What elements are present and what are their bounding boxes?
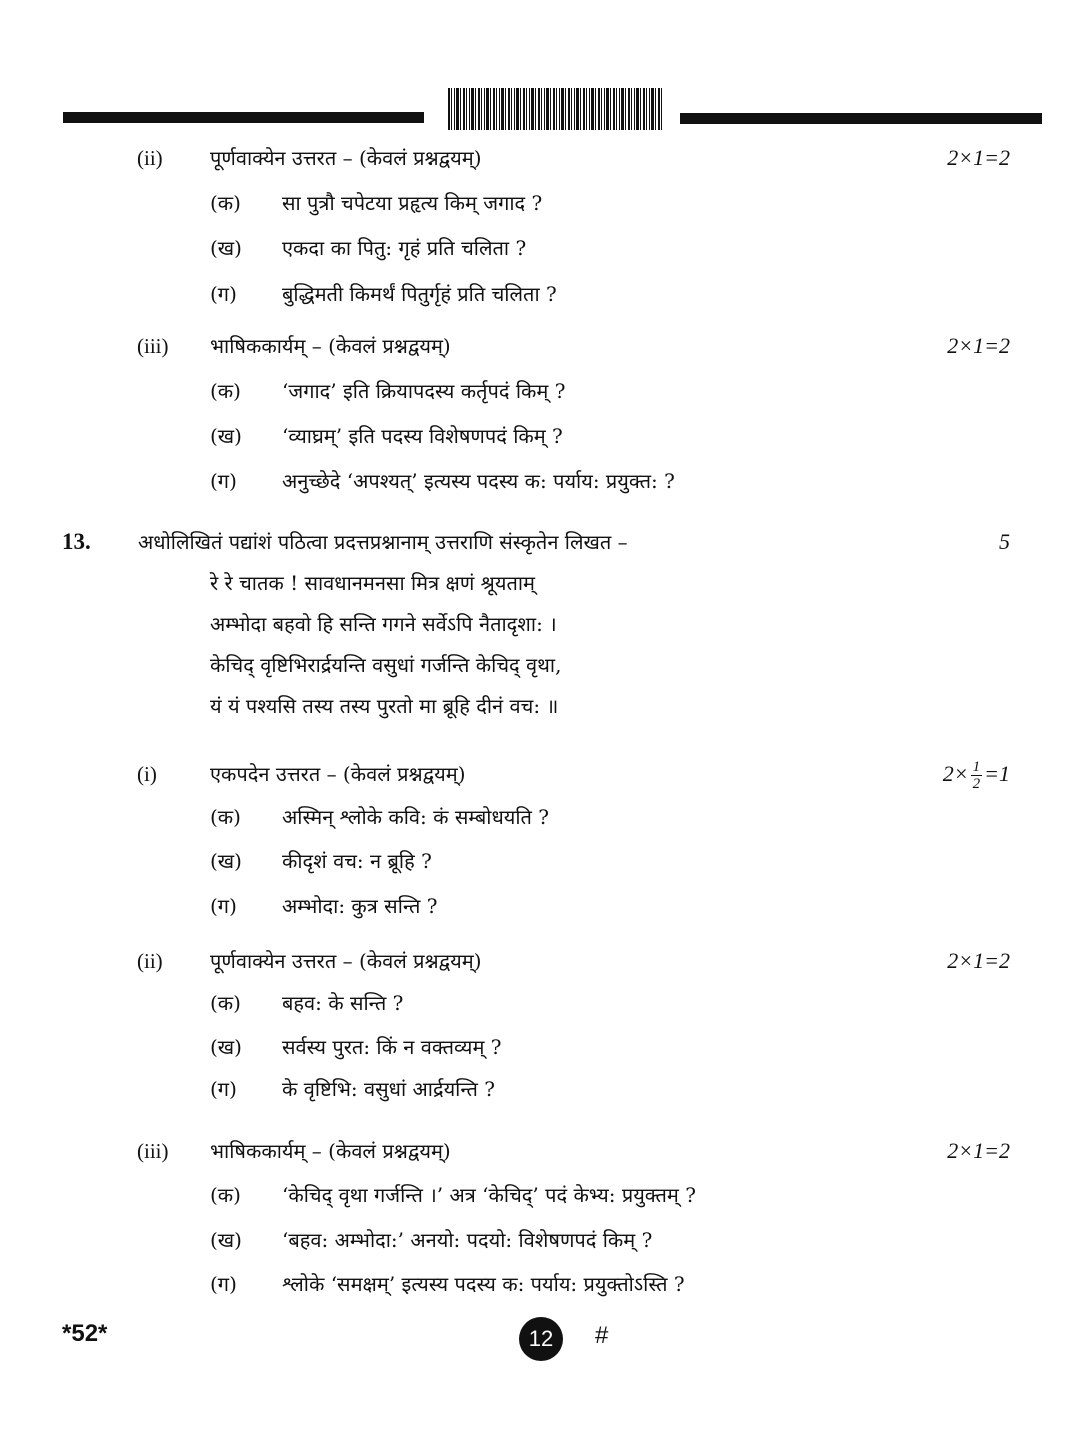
verse-text: यं यं पश्यसि तस्य तस्य पुरतो मा ब्रूहि दीनं वच: ॥ xyxy=(210,694,559,718)
option-text: ‘जगाद’ इति क्रियापदस्य कर्तृपदं किम् ? xyxy=(282,379,566,403)
part-instruction: भाषिककार्यम् – (केवलं प्रश्नद्वयम्) xyxy=(210,1139,451,1163)
option-label: (ग) xyxy=(210,1077,237,1101)
verse-text: केचिद् वृष्टिभिरार्द्रयन्ति वसुधां गर्जन्ति केचिद् वृथा, xyxy=(210,653,562,677)
option-label: (ख) xyxy=(210,1035,242,1059)
question-option xyxy=(0,841,1080,881)
option-text: सा पुत्रौ चपेटया प्रहृत्य किम् जगाद ? xyxy=(282,191,543,215)
footer-mark: # xyxy=(595,1322,609,1349)
part-label: (iii) xyxy=(137,1139,169,1163)
marks-label: 2×1=2 xyxy=(947,145,1010,170)
q13-part-iii-heading xyxy=(0,1131,1080,1171)
option-label: (क) xyxy=(210,191,241,215)
part-label: (ii) xyxy=(137,146,163,170)
question-option xyxy=(0,1069,1080,1109)
marks-suffix: =1 xyxy=(984,761,1010,786)
part-instruction: पूर्णवाक्येन उत्तरत – (केवलं प्रश्नद्वयम्) xyxy=(210,949,482,973)
question-instruction: अधोलिखितं पद्यांशं पठित्वा प्रदत्तप्रश्नानाम् उत्तराणि संस्कृतेन लिखत – xyxy=(138,530,628,554)
marks-label: 5 xyxy=(999,529,1010,554)
option-text: श्लोके ‘समक्षम्’ इत्यस्य पदस्य क: पर्याय: प्रयुक्तोऽस्ति ? xyxy=(282,1272,685,1296)
paper-code: *52* xyxy=(62,1320,108,1347)
verse-text: रे रे चातक ! सावधानमनसा मित्र क्षणं श्रूयताम् xyxy=(210,571,535,595)
option-label: (ग) xyxy=(210,469,237,493)
option-label: (ख) xyxy=(210,849,242,873)
question-option xyxy=(0,797,1080,837)
question-number: 13. xyxy=(62,529,91,554)
q12-part-iii-heading xyxy=(0,326,1080,366)
marks-label xyxy=(943,754,1010,794)
part-instruction: पूर्णवाक्येन उत्तरत – (केवलं प्रश्नद्वयम्) xyxy=(210,146,482,170)
part-label: (i) xyxy=(137,762,157,786)
q13-heading xyxy=(0,522,1080,562)
q13-part-i-heading xyxy=(0,754,1080,794)
fraction-numerator: 1 xyxy=(972,759,981,776)
option-label: (क) xyxy=(210,805,241,829)
option-text: अम्भोदा: कुत्र सन्ति ? xyxy=(282,894,438,918)
marks-prefix: 2× xyxy=(942,761,969,786)
question-option xyxy=(0,983,1080,1023)
option-label: (ग) xyxy=(210,894,237,918)
option-text: अनुच्छेदे ‘अपश्यत्’ इत्यस्य पदस्य क: पर्याय: प्रयुक्त: ? xyxy=(282,469,675,493)
option-text: बहव: के सन्ति ? xyxy=(282,991,404,1015)
marks-label: 2×1=2 xyxy=(947,948,1010,973)
part-instruction: भाषिककार्यम् – (केवलं प्रश्नद्वयम्) xyxy=(210,334,451,358)
question-option xyxy=(0,416,1080,456)
question-option xyxy=(0,1027,1080,1067)
part-instruction: एकपदेन उत्तरत – (केवलं प्रश्नद्वयम्) xyxy=(210,762,466,786)
header-rule-left xyxy=(63,112,424,123)
marks-label: 2×1=2 xyxy=(947,1138,1010,1163)
part-label: (ii) xyxy=(137,949,163,973)
option-text: के वृष्टिभि: वसुधां आर्द्रयन्ति ? xyxy=(282,1077,495,1101)
question-option xyxy=(0,371,1080,411)
option-text: एकदा का पितु: गृहं प्रति चलिता ? xyxy=(282,236,527,260)
page-number-badge: 12 xyxy=(519,1317,563,1361)
question-option xyxy=(0,461,1080,501)
part-label: (iii) xyxy=(137,334,169,358)
question-option xyxy=(0,228,1080,268)
option-text: अस्मिन् श्लोके कवि: कं सम्बोधयति ? xyxy=(282,805,550,829)
verse-text: अम्भोदा बहवो हि सन्ति गगने सर्वेऽपि नैतादृशा: । xyxy=(210,612,557,636)
question-option xyxy=(0,1220,1080,1260)
option-text: कीदृशं वच: न ब्रूहि ? xyxy=(282,849,432,873)
option-text: ‘व्याघ्रम्’ इति पदस्य विशेषणपदं किम् ? xyxy=(282,424,563,448)
verse-line xyxy=(0,686,1080,726)
option-label: (क) xyxy=(210,991,241,1015)
option-text: ‘बहव: अम्भोदा:’ अनयो: पदयो: विशेषणपदं किम् ? xyxy=(282,1228,653,1252)
question-option xyxy=(0,1175,1080,1215)
option-label: (ख) xyxy=(210,424,242,448)
fraction-denominator: 2 xyxy=(972,776,981,793)
question-option xyxy=(0,1264,1080,1304)
option-label: (क) xyxy=(210,379,241,403)
marks-label: 2×1=2 xyxy=(947,333,1010,358)
option-label: (ख) xyxy=(210,236,242,260)
q12-part-ii-heading xyxy=(0,138,1080,178)
fraction xyxy=(971,759,983,792)
option-label: (ग) xyxy=(210,1272,237,1296)
option-text: बुद्धिमती किमर्थं पितुर्गृहं प्रति चलिता ? xyxy=(282,282,557,306)
option-text: सर्वस्य पुरत: किं न वक्तव्यम् ? xyxy=(282,1035,502,1059)
verse-line xyxy=(0,645,1080,685)
question-option xyxy=(0,183,1080,223)
header-rule-right xyxy=(680,113,1042,124)
q13-part-ii-heading xyxy=(0,941,1080,981)
option-label: (ख) xyxy=(210,1228,242,1252)
option-label: (ग) xyxy=(210,282,237,306)
verse-line xyxy=(0,604,1080,644)
option-label: (क) xyxy=(210,1183,241,1207)
barcode-image xyxy=(448,88,662,130)
verse-line xyxy=(0,563,1080,603)
option-text: ‘केचिद् वृथा गर्जन्ति ।’ अत्र ‘केचिद्’ पदं केभ्य: प्रयुक्तम् ? xyxy=(282,1183,696,1207)
question-option xyxy=(0,274,1080,314)
question-option xyxy=(0,886,1080,926)
